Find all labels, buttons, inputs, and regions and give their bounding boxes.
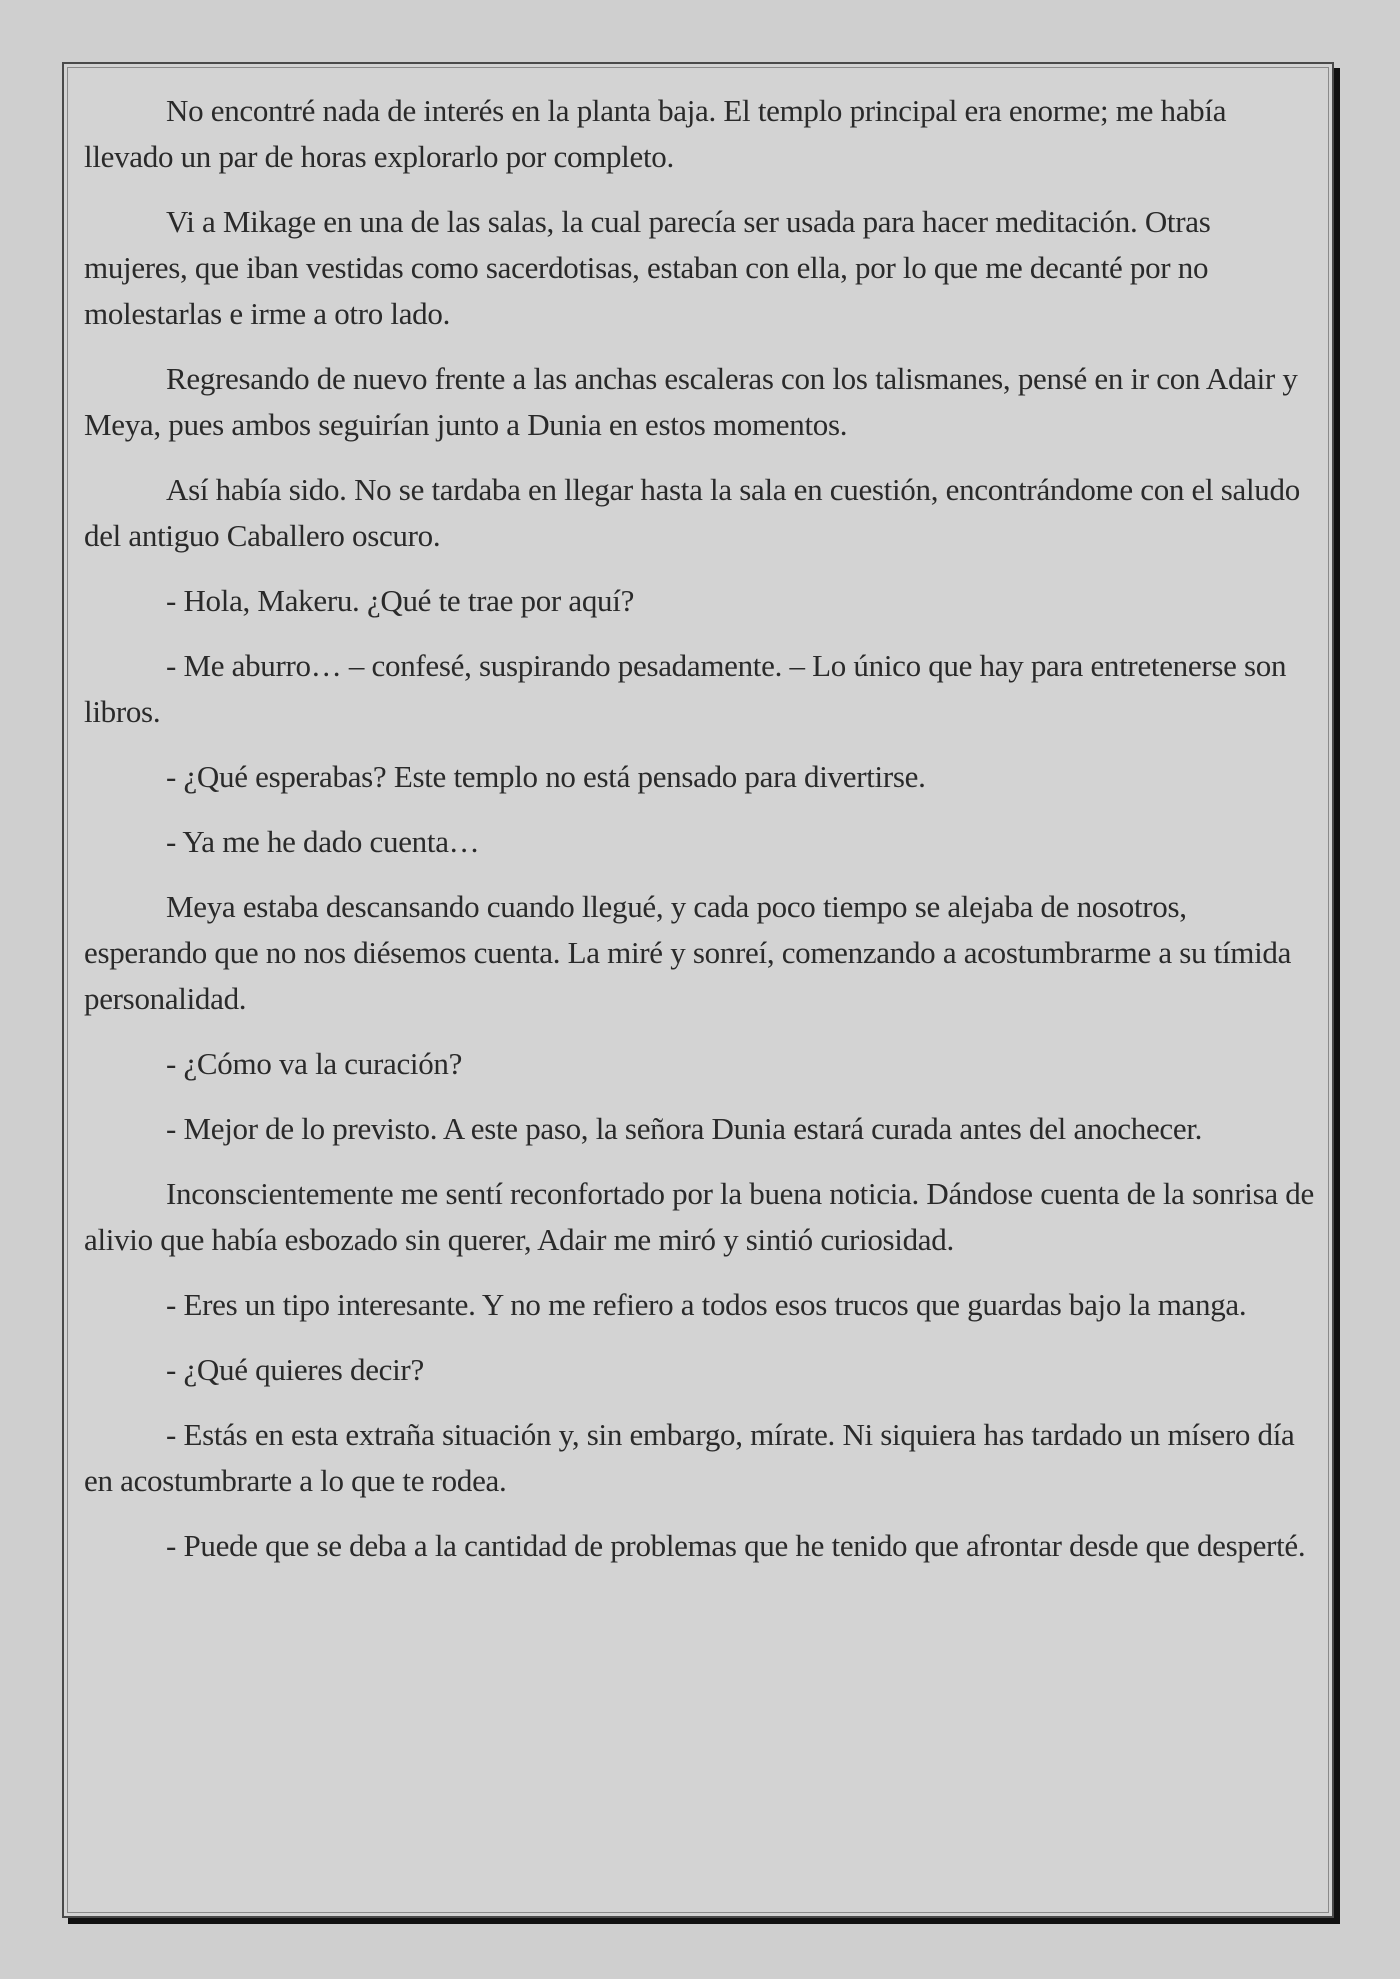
paragraph-11: - Mejor de lo previsto. A este paso, la señora Dunia estará curada antes del anochecer. xyxy=(166,1111,1203,1146)
paragraph-4: Así había sido. No se tardaba en llegar hasta la sala en cuestión, encontrándome con el saludo del antiguo Caballero oscuro. xyxy=(84,472,1300,553)
paragraph-8: - Ya me he dado cuenta… xyxy=(166,824,480,859)
paragraph-12: Inconscientemente me sentí reconfortado por la buena noticia. Dándose cuenta de la sonrisa de alivio que había esbozado sin querer, Adair me miró y sintió curiosidad. xyxy=(84,1176,1314,1257)
document-page xyxy=(62,62,1334,1918)
paragraph-14: - ¿Qué quieres decir? xyxy=(166,1352,424,1387)
paragraph-13: - Eres un tipo interesante. Y no me refiero a todos esos trucos que guardas bajo la manga. xyxy=(166,1287,1247,1322)
paragraph-16: - Puede que se deba a la cantidad de problemas que he tenido que afrontar desde que desperté. xyxy=(166,1528,1306,1563)
paragraph-3: Regresando de nuevo frente a las anchas escaleras con los talismanes, pensé en ir con Adair y Meya, pues ambos seguirían junto a Dunia en estos momentos. xyxy=(84,361,1298,442)
paragraph-1: No encontré nada de interés en la planta baja. El templo principal era enorme; me había llevado un par de horas explorarlo por completo. xyxy=(84,93,1227,174)
paragraph-10: - ¿Cómo va la curación? xyxy=(166,1046,463,1081)
paragraph-9: Meya estaba descansando cuando llegué, y cada poco tiempo se alejaba de nosotros, esperando que no nos diésemos cuenta. La miré y sonreí, comenzando a acostumbrarme a su tímida personalidad. xyxy=(84,889,1292,1016)
paragraph-6: - Me aburro… – confesé, suspirando pesadamente. – Lo único que hay para entretenerse son libros. xyxy=(84,648,1287,729)
paragraph-15: - Estás en esta extraña situación y, sin embargo, mírate. Ni siquiera has tardado un mísero día en acostumbrarte a lo que te rodea. xyxy=(84,1417,1295,1498)
paragraph-5: - Hola, Makeru. ¿Qué te trae por aquí? xyxy=(166,583,635,618)
paragraph-7: - ¿Qué esperabas? Este templo no está pensado para divertirse. xyxy=(166,759,926,794)
paragraph-2: Vi a Mikage en una de las salas, la cual parecía ser usada para hacer meditación. Otras mujeres, que iban vestidas como sacerdotisas, estaban con ella, por lo que me decanté por no molestarlas e irme a otro lado. xyxy=(84,204,1211,331)
document-text xyxy=(84,88,1314,1588)
